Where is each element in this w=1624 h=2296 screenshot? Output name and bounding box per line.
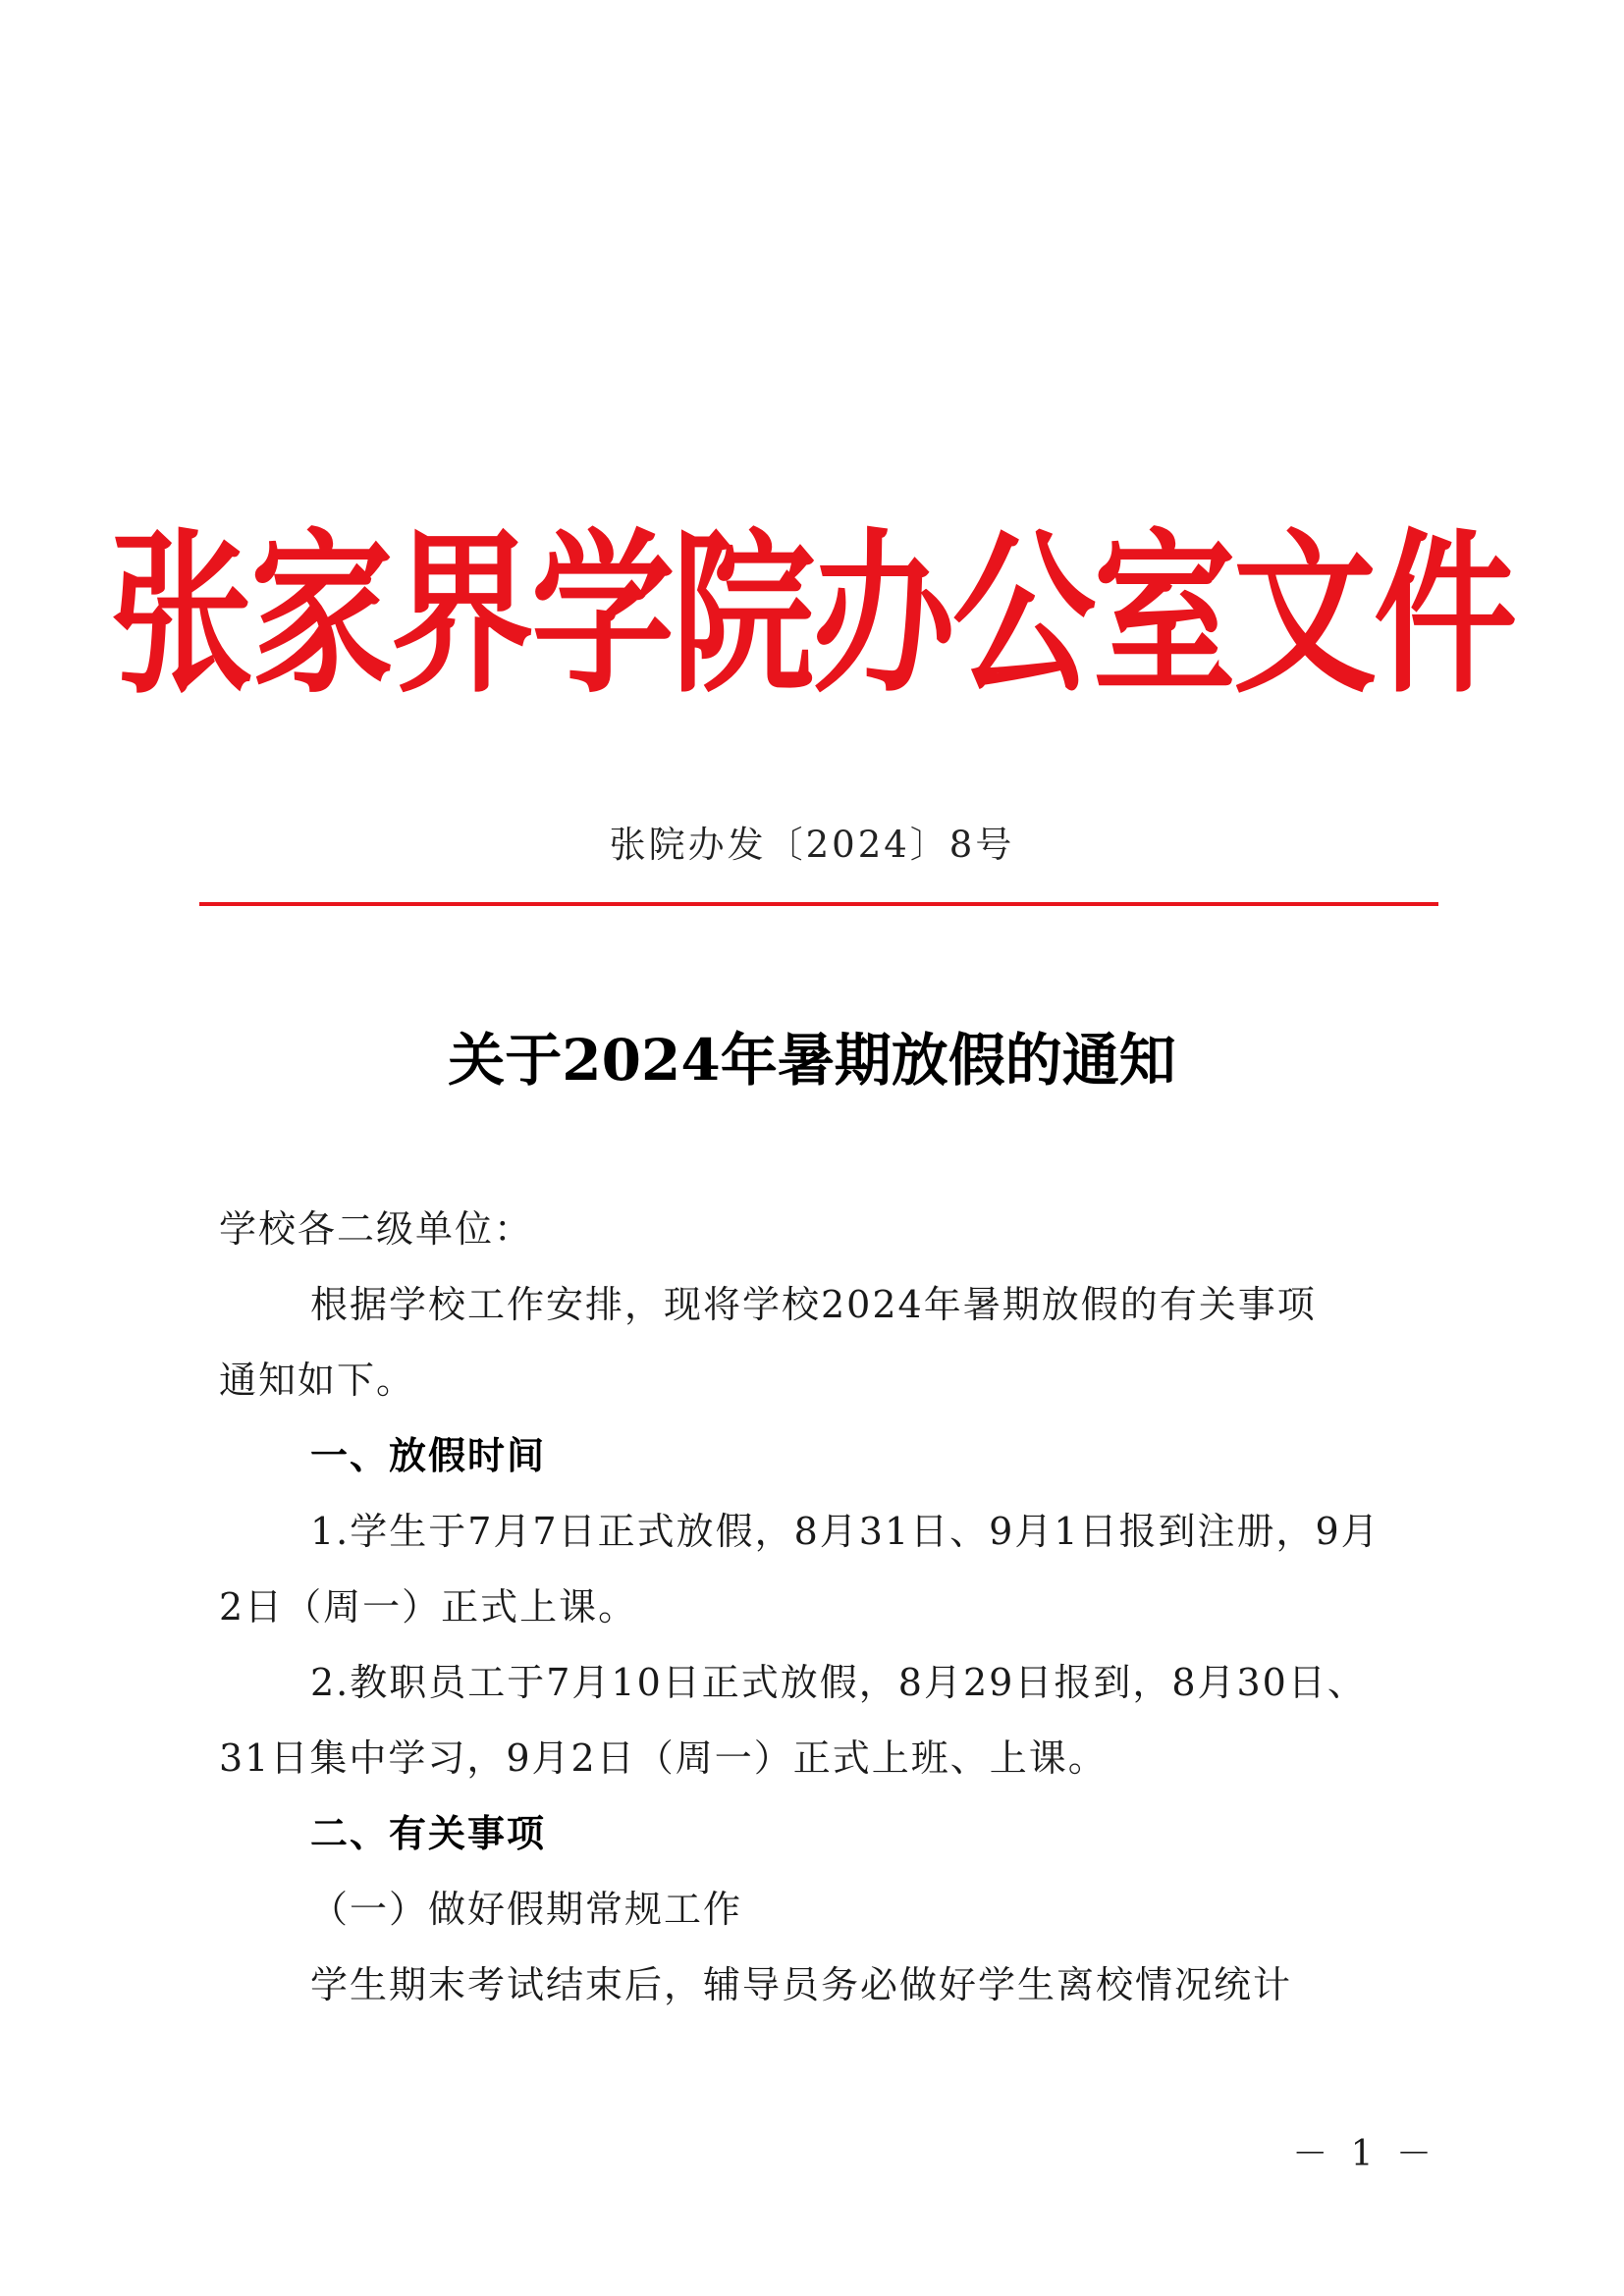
subsection-heading-routine-work: （一）做好假期常规工作 xyxy=(310,1888,743,1931)
salutation: 学校各二级单位： xyxy=(219,1207,534,1251)
intro-paragraph-line-1: 根据学校工作安排，现将学校2024年暑期放假的有关事项 xyxy=(310,1283,1317,1326)
header-divider xyxy=(199,902,1438,906)
item-2-line-1: 2.教职员工于7月10日正式放假，8月29日报到，8月30日、 xyxy=(310,1661,1367,1704)
section-heading-related-matters: 二、有关事项 xyxy=(310,1812,547,1855)
item-1-line-2: 2日（周一）正式上课。 xyxy=(219,1585,638,1629)
item-1-line-1: 1.学生于7月7日正式放假，8月31日、9月1日报到注册，9月 xyxy=(310,1510,1380,1553)
paragraph-line: 学生期末考试结束后，辅导员务必做好学生离校情况统计 xyxy=(310,1963,1293,2006)
document-header-title: 张家界学院办公室文件 xyxy=(110,513,1514,718)
document-number: 张院办发〔2024〕8号 xyxy=(609,824,1015,866)
notice-title: 关于2024年暑期放假的通知 xyxy=(448,1027,1176,1094)
section-heading-vacation-time: 一、放假时间 xyxy=(310,1434,547,1477)
item-2-line-2: 31日集中学习，9月2日（周一）正式上班、上课。 xyxy=(219,1736,1108,1780)
intro-paragraph-line-2: 通知如下。 xyxy=(219,1359,416,1402)
page-number: － 1 － xyxy=(1292,2134,1437,2174)
